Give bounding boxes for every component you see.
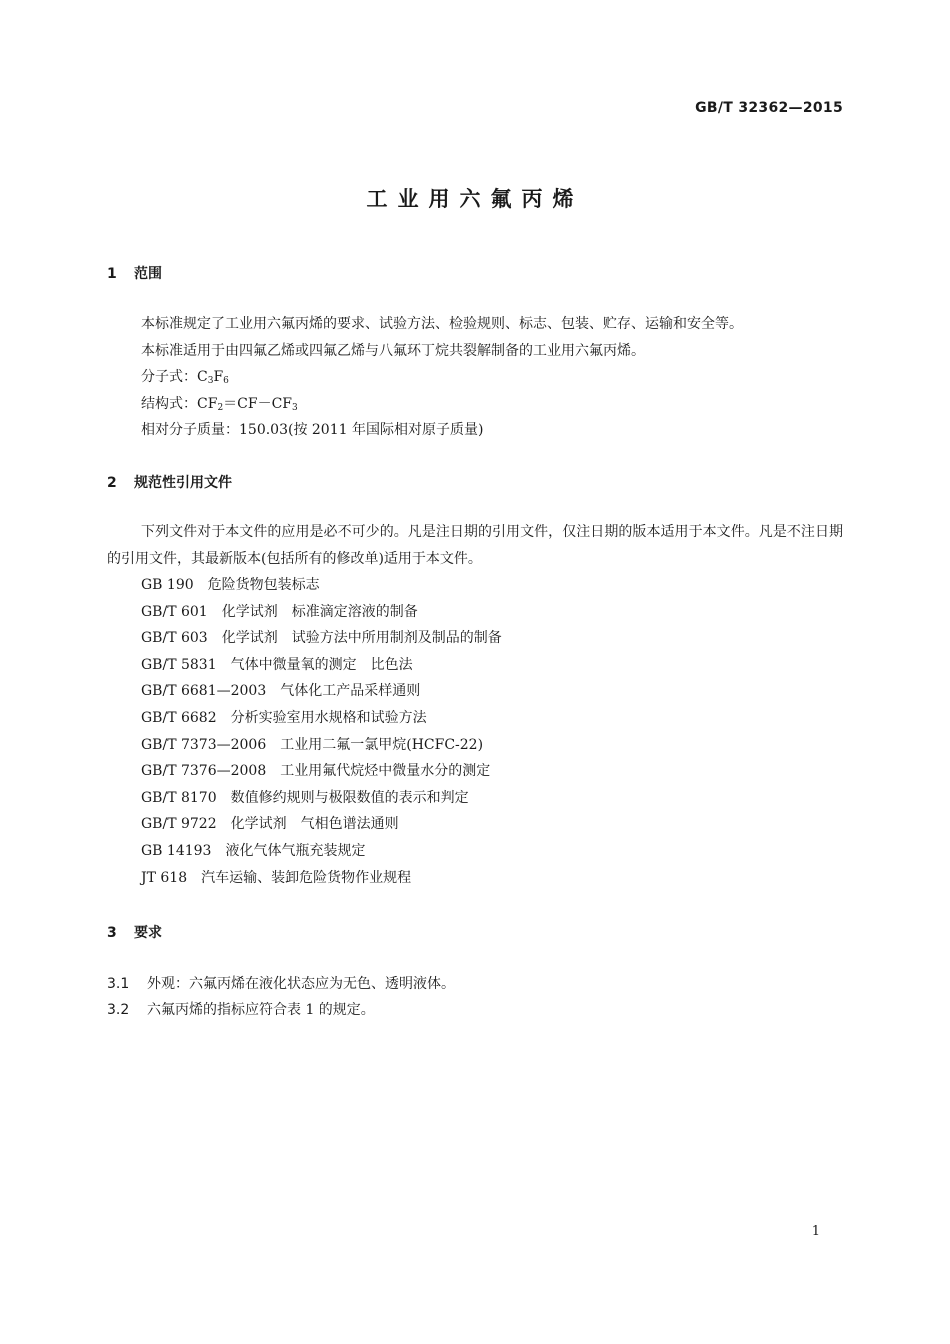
document-title: 工业用六氟丙烯	[366, 187, 584, 211]
reference-item	[141, 681, 502, 708]
scope-paragraph-1: 本标准规定了工业用六氟丙烯的要求、试验方法、检验规则、标志、包装、贮存、运输和安全等。	[141, 316, 743, 332]
struct-part-a: CF	[197, 396, 218, 412]
struct-label: 结构式：	[141, 396, 197, 412]
reference-title: 数值修约规则与极限数值的表示和判定	[230, 789, 469, 806]
reference-title: 汽车运输、装卸危险货物作业规程	[201, 869, 412, 886]
formula-label: 分子式：	[141, 369, 197, 385]
reference-code: GB/T 6682	[141, 709, 217, 726]
clause-number: 3.2	[107, 1002, 130, 1018]
formula-fluorine-count: 6	[223, 376, 229, 386]
section-title: 规范性引用文件	[134, 475, 232, 491]
clause-text: 外观：六氟丙烯在液化状态应为无色、透明液体。	[147, 976, 455, 992]
reference-item	[141, 868, 502, 895]
scope-paragraph-2: 本标准适用于由四氟乙烯或四氟乙烯与八氟环丁烷共裂解制备的工业用六氟丙烯。	[141, 343, 645, 359]
section-title: 要求	[134, 925, 162, 941]
reference-code: JT 618	[141, 869, 188, 886]
reference-code: GB 190	[141, 577, 194, 593]
reference-code: GB/T 7373—2006	[141, 736, 267, 753]
reference-title: 液化气体气瓶充装规定	[225, 842, 366, 859]
formula-carbon: C	[197, 369, 208, 385]
reference-title: 化学试剂 标准滴定溶液的制备	[221, 603, 418, 620]
page-number: 1	[811, 1224, 820, 1239]
reference-item	[141, 602, 502, 629]
section-number: 3	[107, 925, 117, 941]
clause-3-1	[107, 973, 455, 993]
reference-item	[141, 628, 502, 655]
reference-title: 危险货物包装标志	[207, 577, 320, 593]
section-number: 2	[107, 475, 117, 491]
reference-title: 化学试剂 试验方法中所用制剂及制品的制备	[221, 630, 502, 647]
structural-formula	[141, 393, 298, 413]
reference-code: GB/T 9722	[141, 816, 217, 833]
reference-title: 分析实验室用水规格和试验方法	[230, 709, 427, 726]
reference-code: GB 14193	[141, 842, 212, 859]
reference-title: 工业用氟代烷烃中微量水分的测定	[280, 763, 491, 780]
molecular-formula	[141, 366, 229, 386]
reference-code: GB/T 6681—2003	[141, 683, 267, 700]
reference-title: 气体化工产品采样通则	[280, 683, 421, 700]
section-number: 1	[107, 266, 117, 282]
reference-code: GB/T 601	[141, 603, 208, 620]
references-intro: 下列文件对于本文件的应用是必不可少的。凡是注日期的引用文件，仅注日期的版本适用于本文件。凡是不注日期的引用文件，其最新版本(包括所有的修改单)适用于本文件。	[107, 524, 843, 567]
reference-item	[141, 575, 502, 602]
reference-code: GB/T 603	[141, 630, 208, 647]
section-3-heading	[107, 922, 162, 942]
reference-title: 工业用二氟一氯甲烷(HCFC-22)	[280, 736, 484, 753]
molecular-mass: 相对分子质量：150.03(按 2011 年国际相对原子质量)	[141, 422, 484, 438]
clause-text: 六氟丙烯的指标应符合表 1 的规定。	[147, 1002, 375, 1018]
reference-title: 气体中微量氧的测定 比色法	[230, 656, 413, 673]
reference-title: 化学试剂 气相色谱法通则	[230, 816, 399, 833]
section-2-heading	[107, 472, 232, 492]
reference-item	[141, 735, 502, 762]
reference-code: GB/T 5831	[141, 656, 217, 673]
struct-part-a-sub: 2	[217, 403, 224, 413]
formula-fluorine: F	[213, 369, 224, 385]
section-1-heading	[107, 263, 162, 283]
reference-code: GB/T 8170	[141, 789, 217, 806]
clause-number: 3.1	[107, 976, 130, 992]
standard-code: GB/T 32362—2015	[695, 100, 843, 116]
reference-item	[141, 841, 502, 868]
reference-list	[141, 575, 502, 894]
struct-part-b: ＝CF－CF	[223, 396, 293, 412]
section-title: 范围	[134, 266, 162, 282]
struct-part-b-sub: 3	[292, 403, 298, 413]
formula-carbon-count: 3	[207, 376, 214, 386]
reference-item	[141, 655, 502, 682]
reference-item	[141, 788, 502, 815]
reference-code: GB/T 7376—2008	[141, 763, 267, 780]
clause-3-2	[107, 999, 375, 1019]
reference-item	[141, 761, 502, 788]
reference-item	[141, 708, 502, 735]
reference-item	[141, 814, 502, 841]
